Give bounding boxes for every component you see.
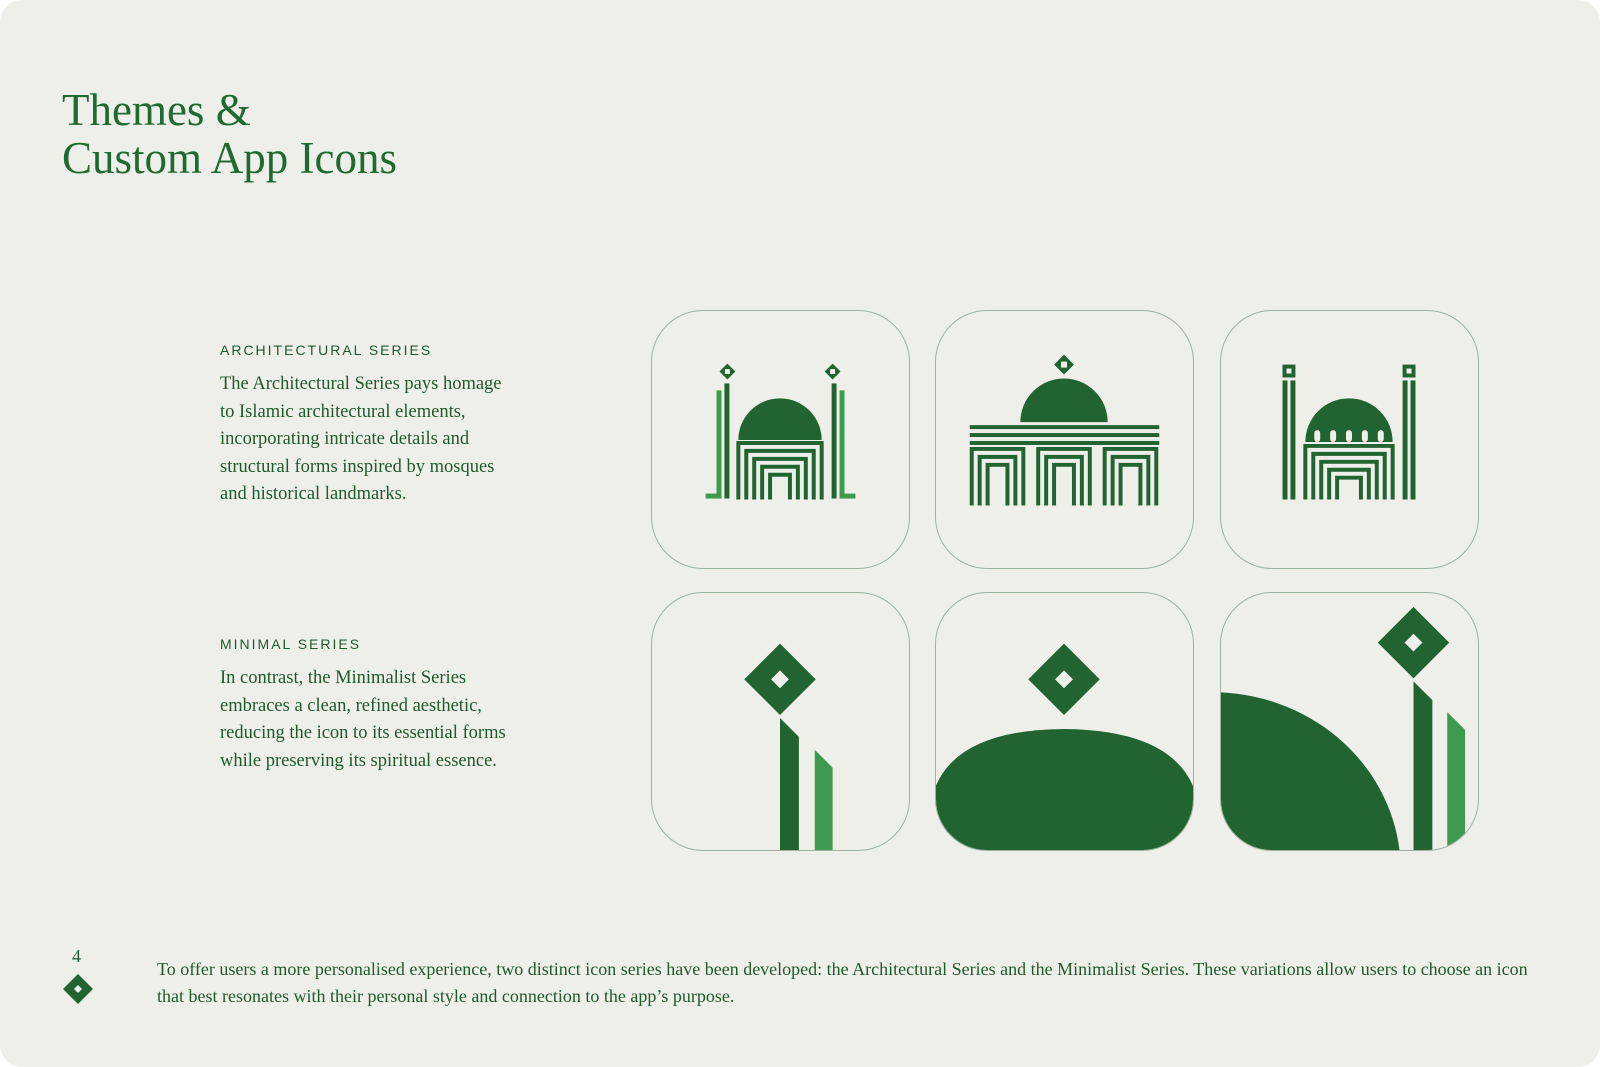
minimal-icon-card-1[interactable] [651,592,910,851]
architectural-series-heading: ARCHITECTURAL SERIES [220,342,433,358]
page-number: 4 [72,946,81,966]
minimal-series-heading: MINIMAL SERIES [220,636,362,652]
mosque-wide-arcade-icon [936,311,1193,568]
diamond-icon [62,973,94,1005]
mosque-square-minaret-icon [1221,311,1478,568]
architectural-series-description: The Architectural Series pays homage to Islamic architectural elements, incorporating intricate details and structural forms inspired by mosques and historical landmarks. [220,374,502,504]
mosque-twin-minaret-icon [652,311,909,568]
architectural-icon-card-3[interactable] [1220,310,1479,569]
minimal-icon-card-3[interactable] [1220,592,1479,851]
minimal-series-description: In contrast, the Minimalist Series embraces a clean, refined aesthetic, reducing the icon to its essential forms while preserving its spiritual essence. [220,668,506,771]
minimal-dome-icon [936,593,1193,850]
footer-description: To offer users a more personalised experience, two distinct icon series have been developed: the Architectural Series and the Minimalist Series. These variations allow users to choose an icon that best resonates with their personal style and connection to the app’s purpose. [157,959,1528,1006]
minimal-minaret-icon [652,593,909,850]
minimal-icon-card-2[interactable] [935,592,1194,851]
architectural-icon-card-1[interactable] [651,310,910,569]
page-title [62,86,397,182]
minimal-dome-minaret-icon [1221,593,1478,850]
title-line-1: Themes & [62,85,251,135]
architectural-icon-card-2[interactable] [935,310,1194,569]
title-line-2: Custom App Icons [62,133,398,183]
